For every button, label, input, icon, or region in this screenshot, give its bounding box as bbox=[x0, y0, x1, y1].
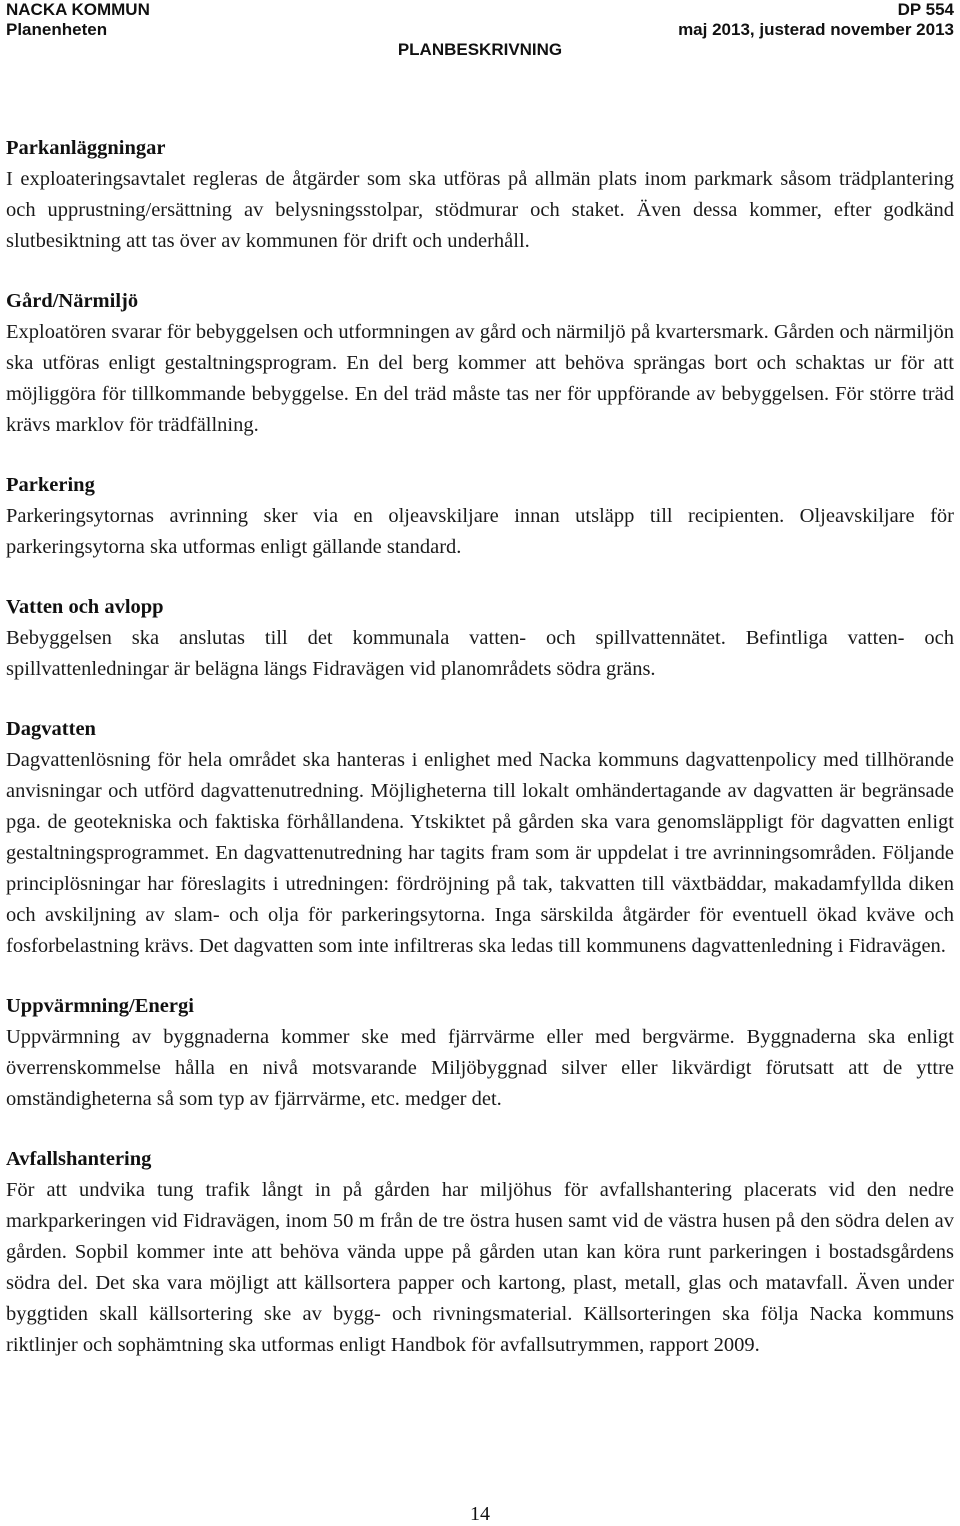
section-parkering bbox=[6, 470, 954, 563]
section-heading: Avfallshantering bbox=[6, 1148, 152, 1170]
section-avfallshantering bbox=[6, 1144, 954, 1361]
section-paragraph: Dagvattenlösning för hela området ska hanteras i enlighet med Nacka kommuns dagvattenpolicy med tillhörande anvisningar och utförd dagvattenutredning. Möjligheterna till lokalt omhändertagande av dagvatten är begränsade pga. de geotekniska och faktiska förhållandena. Ytskiktet på gården ska vara genomsläppligt för dagvatten enligt gestaltningsprogrammet. En dagvattenutredning har tagits fram som är uppdelat i tre avrinningsområden. Följande principlösningar har föreslagits i utredningen: fördröjning på tak, takvatten till växtbäddar, makadamfyllda diken och avskiljning av slam- och olja för parkeringsytorna. Inga särskilda åtgärder för eventuell ökad kväve och fosforbelastning krävs. Det dagvatten som inte infiltreras ska ledas till kommunens dagvattenledning i Fidravägen. bbox=[6, 749, 954, 957]
section-heading: Dagvatten bbox=[6, 718, 96, 740]
section-parkanlaggningar bbox=[6, 133, 954, 257]
document-date: maj 2013, justerad november 2013 bbox=[678, 20, 954, 39]
section-gard-narmiljo bbox=[6, 286, 954, 441]
department-name: Planenheten bbox=[6, 20, 108, 39]
section-heading: Parkering bbox=[6, 474, 95, 496]
section-heading: Vatten och avlopp bbox=[6, 596, 164, 618]
section-paragraph: För att undvika tung trafik långt in på gården har miljöhus för avfallshantering placerats vid den nedre markparkeringen vid Fidravägen, inom 50 m från de tre östra husen samt vid de västra husen på den södra delen av gården. Sopbil kommer inte att behöva vända uppe på gården utan kan köra runt parkeringen i bostadsgårdens södra del. Det ska vara möjligt att källsortera papper och kartong, plast, metall, glas och matavfall. Även under byggtiden skall källsortering ske av bygg- och rivningsmaterial. Källsorteringen ska följa Nacka kommuns riktlinjer och sophämtning ska utformas enligt Handbok för avfallsutrymmen, rapport 2009. bbox=[6, 1179, 954, 1356]
section-paragraph: Bebyggelsen ska anslutas till det kommunala vatten- och spillvattennätet. Befintliga vatten- och spillvattenledningar är belägna längs Fidravägen vid planområdets södra gräns. bbox=[6, 627, 954, 680]
section-vatten-och-avlopp bbox=[6, 592, 954, 685]
section-heading: Gård/Närmiljö bbox=[6, 290, 139, 312]
page-header bbox=[0, 0, 960, 70]
section-paragraph: I exploateringsavtalet regleras de åtgärder som ska utföras på allmän plats inom parkmark såsom trädplantering och upprustning/ersättning av belysningsstolpar, stödmurar och staket. Även dessa kommer, efter godkänd slutbesiktning att tas över av kommunen för drift och underhåll. bbox=[6, 168, 954, 252]
section-uppvarmning-energi bbox=[6, 991, 954, 1115]
document-code: DP 554 bbox=[897, 0, 954, 19]
section-heading: Parkanläggningar bbox=[6, 137, 166, 159]
document-body bbox=[6, 133, 954, 1390]
section-paragraph: Parkeringsytornas avrinning sker via en oljeavskiljare innan utsläpp till recipienten. Oljeavskiljare för parkeringsytorna ska utformas enligt gällande standard. bbox=[6, 505, 954, 558]
section-heading: Uppvärmning/Energi bbox=[6, 995, 194, 1017]
document-type: PLANBESKRIVNING bbox=[397, 40, 563, 59]
section-paragraph: Exploatören svarar för bebyggelsen och utformningen av gård och närmiljö på kvartersmark. Gården och närmiljön ska utföras enligt gestaltningsprogram. En del berg kommer att behöva sprängas bort och schaktas ur för att möjliggöra för tillkommande bebyggelse. En del träd måste tas ner för uppförande av bebyggelsen. För större träd krävs marklov för trädfällning. bbox=[6, 321, 954, 436]
section-paragraph: Uppvärmning av byggnaderna kommer ske med fjärrvärme eller med bergvärme. Byggnaderna ska enligt överrenskommelse hålla en nivå motsvarande Miljöbyggnad silver eller likvärdigt förutsatt att de yttre omständigheterna så som typ av fjärrvärme, etc. medger det. bbox=[6, 1026, 954, 1110]
page-number: 14 bbox=[470, 1503, 490, 1525]
organization-name: NACKA KOMMUN bbox=[6, 0, 150, 19]
section-dagvatten bbox=[6, 714, 954, 962]
